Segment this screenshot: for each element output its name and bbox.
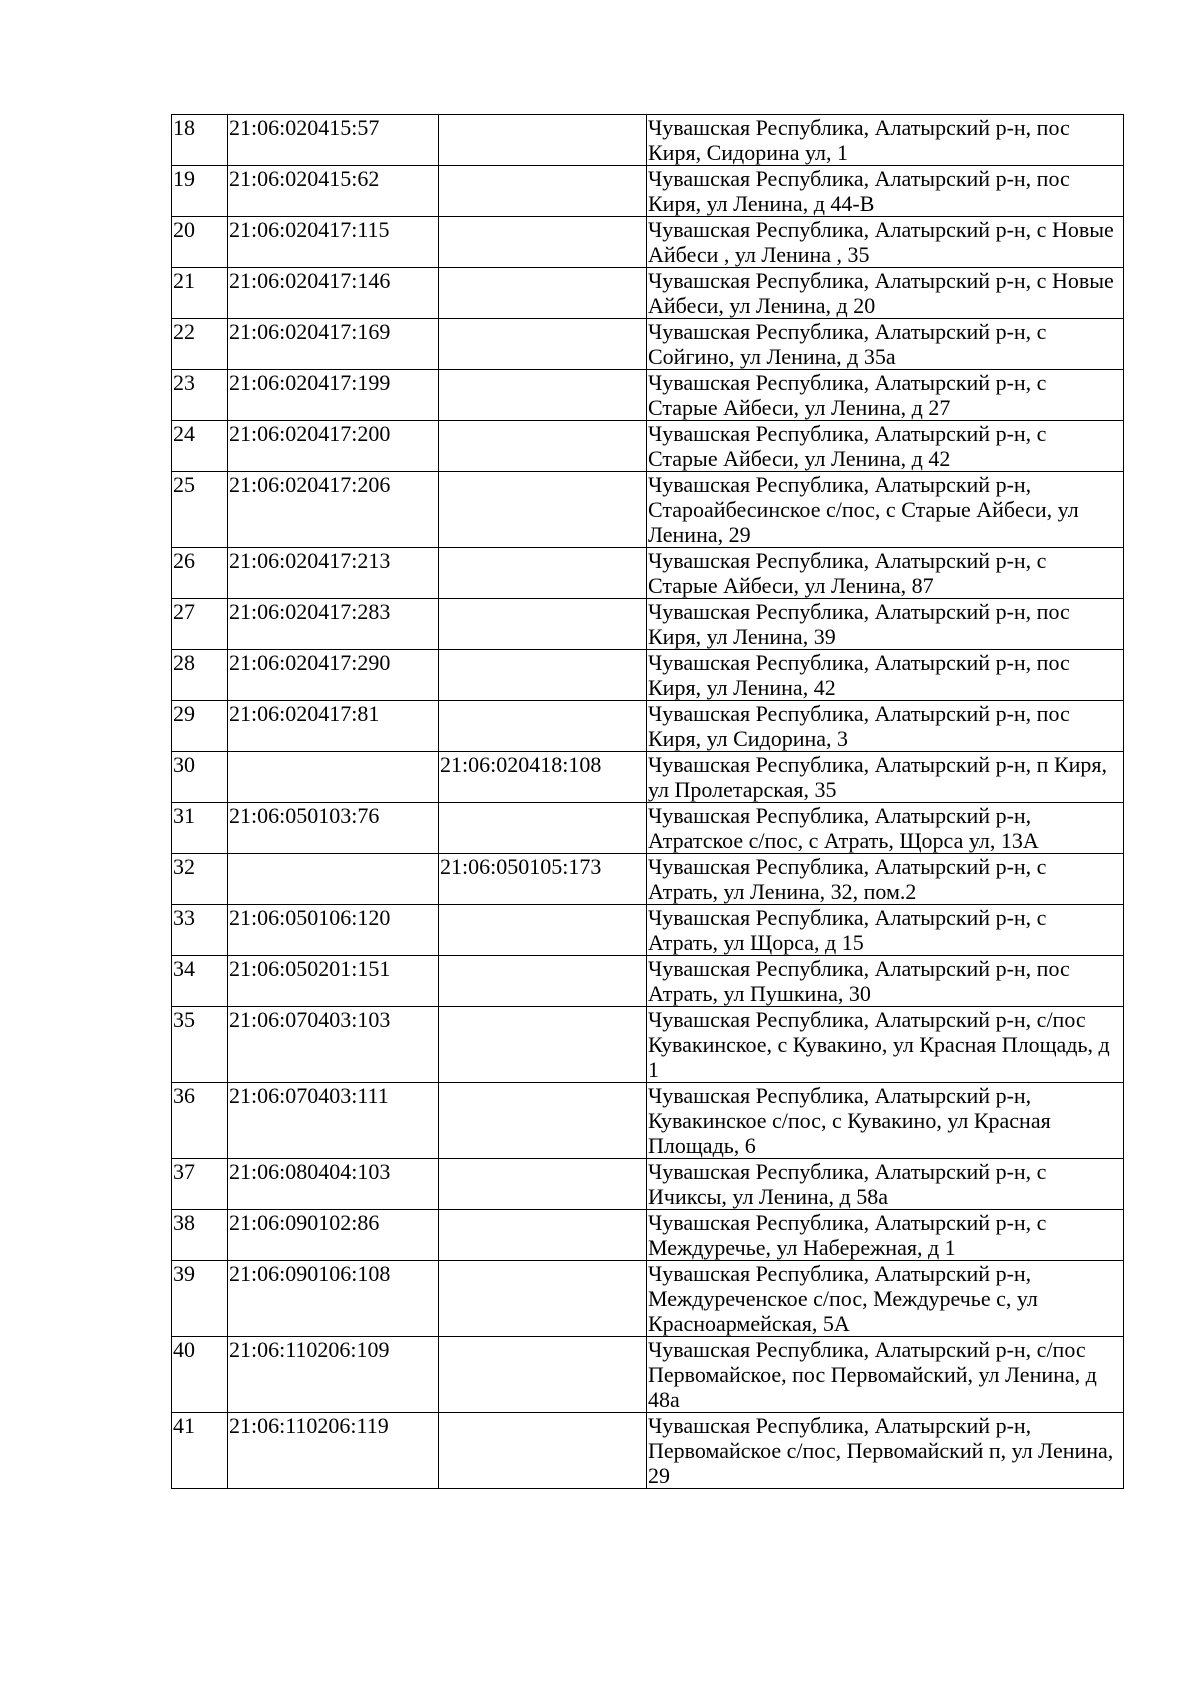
secondary-cadastral-number-cell [439,319,647,370]
cadastral-number-cell: 21:06:020415:62 [228,166,439,217]
secondary-cadastral-number-cell [439,166,647,217]
table-row [172,268,1124,319]
table-row [172,421,1124,472]
address-cell: Чувашская Республика, Алатырский р-н, с Ичиксы, ул Ленина, д 58а [647,1159,1124,1210]
cadastral-number-cell: 21:06:090102:86 [228,1210,439,1261]
address-cell: Чувашская Республика, Алатырский р-н, пос Киря, ул Ленина, 42 [647,650,1124,701]
cadastral-number-cell [228,854,439,905]
secondary-cadastral-number-cell [439,1007,647,1083]
secondary-cadastral-number-cell [439,370,647,421]
cadastral-number-cell: 21:06:020417:213 [228,548,439,599]
row-number-cell: 21 [172,268,228,319]
secondary-cadastral-number-cell [439,650,647,701]
cadastral-number-cell: 21:06:020417:200 [228,421,439,472]
cadastral-number-cell: 21:06:050106:120 [228,905,439,956]
table-row [172,701,1124,752]
table-row [172,370,1124,421]
row-number-cell: 29 [172,701,228,752]
secondary-cadastral-number-cell [439,268,647,319]
cadastral-number-cell [228,752,439,803]
secondary-cadastral-number-cell: 21:06:050105:173 [439,854,647,905]
cadastral-number-cell: 21:06:020417:283 [228,599,439,650]
secondary-cadastral-number-cell [439,548,647,599]
secondary-cadastral-number-cell: 21:06:020418:108 [439,752,647,803]
table-row [172,319,1124,370]
row-number-cell: 19 [172,166,228,217]
cadastral-number-cell: 21:06:070403:111 [228,1083,439,1159]
row-number-cell: 22 [172,319,228,370]
row-number-cell: 20 [172,217,228,268]
table-row [172,650,1124,701]
row-number-cell: 37 [172,1159,228,1210]
table-row [172,1159,1124,1210]
row-number-cell: 35 [172,1007,228,1083]
row-number-cell: 38 [172,1210,228,1261]
address-cell: Чувашская Республика, Алатырский р-н, пос Атрать, ул Пушкина, 30 [647,956,1124,1007]
row-number-cell: 33 [172,905,228,956]
secondary-cadastral-number-cell [439,1159,647,1210]
secondary-cadastral-number-cell [439,472,647,548]
address-cell: Чувашская Республика, Алатырский р-н, с Старые Айбеси, ул Ленина, 87 [647,548,1124,599]
row-number-cell: 34 [172,956,228,1007]
cadastral-number-cell: 21:06:020417:115 [228,217,439,268]
table-row [172,1261,1124,1337]
row-number-cell: 32 [172,854,228,905]
address-cell: Чувашская Республика, Алатырский р-н, с Сойгино, ул Ленина, д 35а [647,319,1124,370]
row-number-cell: 25 [172,472,228,548]
secondary-cadastral-number-cell [439,1337,647,1413]
row-number-cell: 31 [172,803,228,854]
table-row [172,548,1124,599]
address-cell: Чувашская Республика, Алатырский р-н, Кувакинское с/пос, с Кувакино, ул Красная Площадь, 6 [647,1083,1124,1159]
cadastral-number-cell: 21:06:110206:119 [228,1413,439,1489]
cadastral-number-cell: 21:06:110206:109 [228,1337,439,1413]
address-cell: Чувашская Республика, Алатырский р-н, пос Киря, Сидорина ул, 1 [647,115,1124,166]
table-row [172,956,1124,1007]
row-number-cell: 23 [172,370,228,421]
secondary-cadastral-number-cell [439,701,647,752]
secondary-cadastral-number-cell [439,803,647,854]
secondary-cadastral-number-cell [439,905,647,956]
cadastral-number-cell: 21:06:020417:199 [228,370,439,421]
secondary-cadastral-number-cell [439,1261,647,1337]
table-row [172,854,1124,905]
row-number-cell: 24 [172,421,228,472]
table-row [172,115,1124,166]
address-cell: Чувашская Республика, Алатырский р-н, с Атрать, ул Щорса, д 15 [647,905,1124,956]
cadastral-number-cell: 21:06:020417:206 [228,472,439,548]
secondary-cadastral-number-cell [439,1413,647,1489]
address-cell: Чувашская Республика, Алатырский р-н, пос Киря, ул Сидорина, 3 [647,701,1124,752]
address-cell: Чувашская Республика, Алатырский р-н, Атратское с/пос, с Атрать, Щорса ул, 13А [647,803,1124,854]
cadastral-number-cell: 21:06:080404:103 [228,1159,439,1210]
secondary-cadastral-number-cell [439,421,647,472]
row-number-cell: 36 [172,1083,228,1159]
table-row [172,1210,1124,1261]
row-number-cell: 26 [172,548,228,599]
address-cell: Чувашская Республика, Алатырский р-н, с Новые Айбеси , ул Ленина , 35 [647,217,1124,268]
table-row [172,1413,1124,1489]
address-cell: Чувашская Республика, Алатырский р-н, п Киря, ул Пролетарская, 35 [647,752,1124,803]
row-number-cell: 27 [172,599,228,650]
row-number-cell: 18 [172,115,228,166]
cadastral-number-cell: 21:06:050201:151 [228,956,439,1007]
address-cell: Чувашская Республика, Алатырский р-н, с Старые Айбеси, ул Ленина, д 42 [647,421,1124,472]
table-row [172,166,1124,217]
table-row [172,752,1124,803]
row-number-cell: 40 [172,1337,228,1413]
cadastral-number-cell: 21:06:020417:290 [228,650,439,701]
cadastral-number-cell: 21:06:020417:146 [228,268,439,319]
cadastral-number-cell: 21:06:020417:81 [228,701,439,752]
address-cell: Чувашская Республика, Алатырский р-н, Староайбесинское с/пос, с Старые Айбеси, ул Ленина, 29 [647,472,1124,548]
secondary-cadastral-number-cell [439,1210,647,1261]
address-cell: Чувашская Республика, Алатырский р-н, с Атрать, ул Ленина, 32, пом.2 [647,854,1124,905]
row-number-cell: 39 [172,1261,228,1337]
address-cell: Чувашская Республика, Алатырский р-н, с Старые Айбеси, ул Ленина, д 27 [647,370,1124,421]
cadastral-number-cell: 21:06:020415:57 [228,115,439,166]
table-row [172,1083,1124,1159]
cadastral-number-cell: 21:06:020417:169 [228,319,439,370]
secondary-cadastral-number-cell [439,1083,647,1159]
row-number-cell: 41 [172,1413,228,1489]
cadastral-number-cell: 21:06:050103:76 [228,803,439,854]
secondary-cadastral-number-cell [439,599,647,650]
row-number-cell: 28 [172,650,228,701]
property-table [171,114,1124,1489]
address-cell: Чувашская Республика, Алатырский р-н, пос Киря, ул Ленина, д 44-В [647,166,1124,217]
cadastral-number-cell: 21:06:090106:108 [228,1261,439,1337]
table-row [172,1337,1124,1413]
table-row [172,472,1124,548]
address-cell: Чувашская Республика, Алатырский р-н, с/пос Кувакинское, с Кувакино, ул Красная Площадь, д 1 [647,1007,1124,1083]
address-cell: Чувашская Республика, Алатырский р-н, с Междуречье, ул Набережная, д 1 [647,1210,1124,1261]
address-cell: Чувашская Республика, Алатырский р-н, Междуреченское с/пос, Междуречье с, ул Красноармейская, 5А [647,1261,1124,1337]
table-row [172,217,1124,268]
secondary-cadastral-number-cell [439,956,647,1007]
table-row [172,1007,1124,1083]
address-cell: Чувашская Республика, Алатырский р-н, пос Киря, ул Ленина, 39 [647,599,1124,650]
secondary-cadastral-number-cell [439,115,647,166]
address-cell: Чувашская Республика, Алатырский р-н, с/пос Первомайское, пос Первомайский, ул Ленина, д 48а [647,1337,1124,1413]
table-row [172,599,1124,650]
table-row [172,905,1124,956]
row-number-cell: 30 [172,752,228,803]
cadastral-number-cell: 21:06:070403:103 [228,1007,439,1083]
secondary-cadastral-number-cell [439,217,647,268]
address-cell: Чувашская Республика, Алатырский р-н, Первомайское с/пос, Первомайский п, ул Ленина, 29 [647,1413,1124,1489]
address-cell: Чувашская Республика, Алатырский р-н, с Новые Айбеси, ул Ленина, д 20 [647,268,1124,319]
table-row [172,803,1124,854]
table-body [172,115,1124,1489]
